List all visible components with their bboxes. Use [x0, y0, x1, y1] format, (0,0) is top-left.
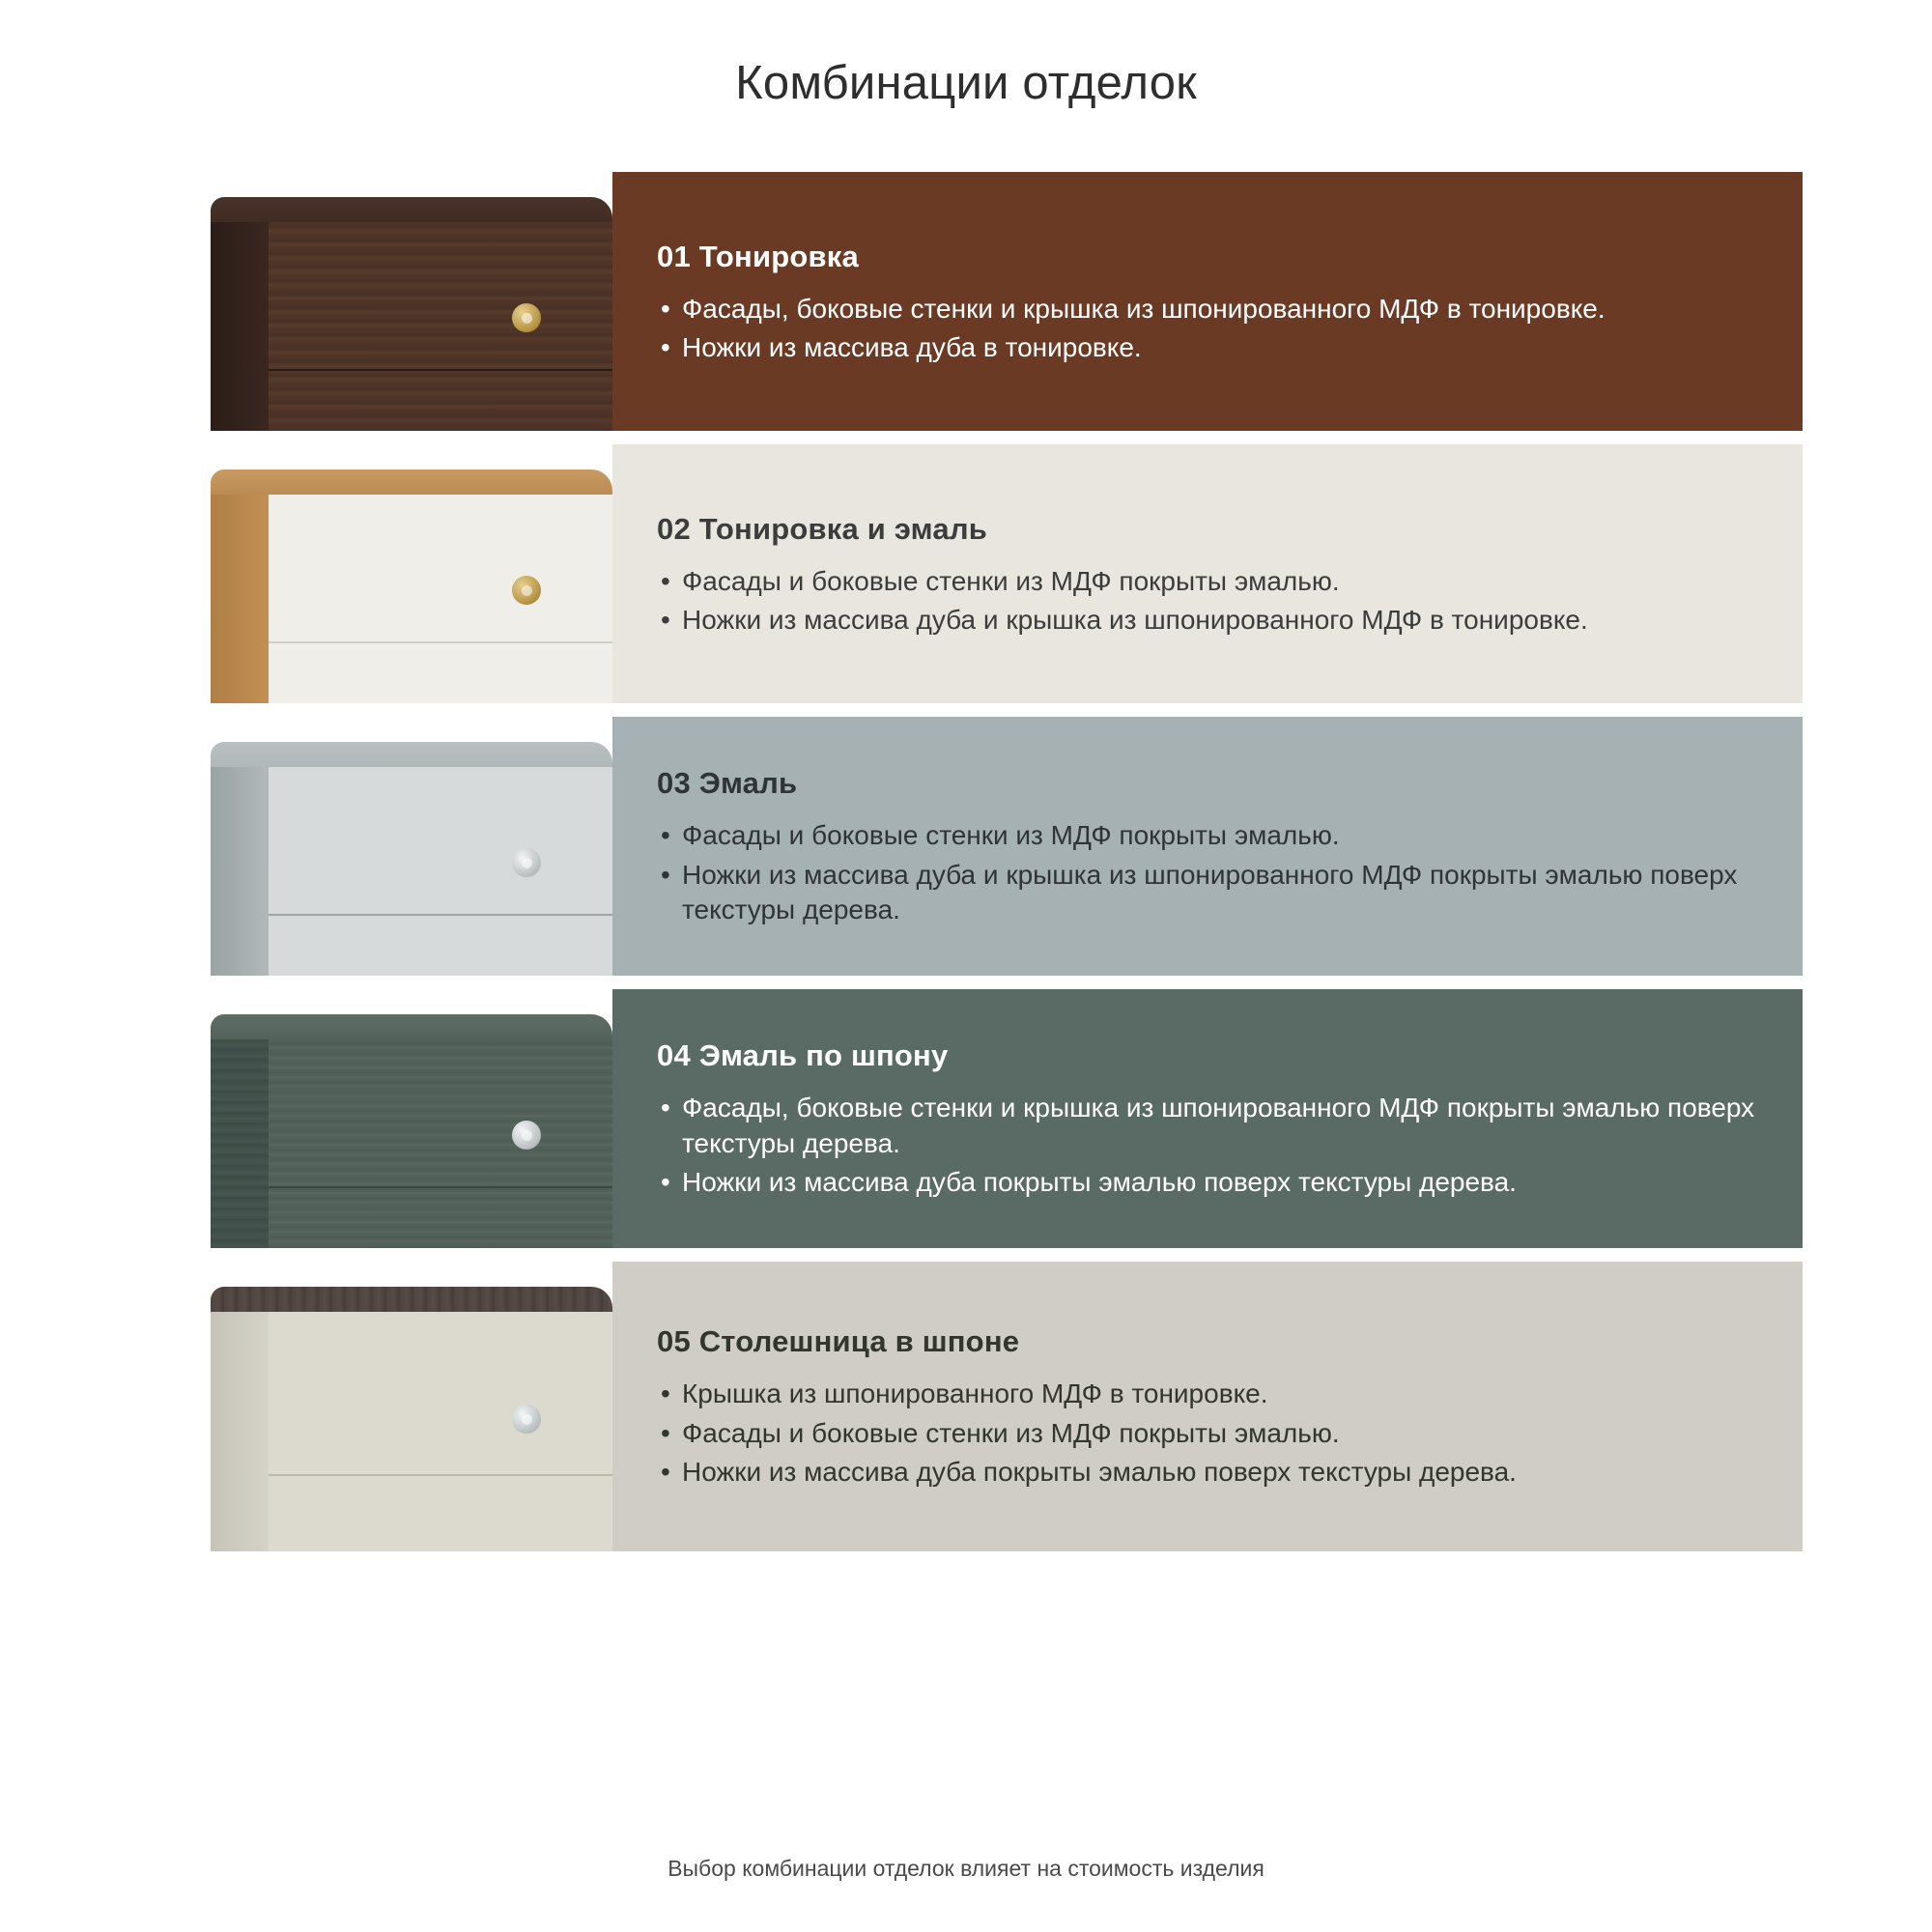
list-item: • Крышка из шпонированного МДФ в тонировке. [657, 1377, 1758, 1411]
finish-title-02: 02 Тонировка и эмаль [657, 511, 987, 546]
list-item: • Фасады, боковые стенки и крышка из шпонированного МДФ в тонировке. [657, 292, 1758, 327]
list-item[interactable] [184, 717, 1803, 976]
finish-thumbnail-04 [184, 989, 612, 1248]
finish-options-list [184, 172, 1803, 1565]
finish-title-01: 01 Тонировка [657, 239, 859, 273]
finish-thumbnail-02 [184, 444, 612, 703]
list-item[interactable] [184, 1262, 1803, 1551]
dresser-illustration-icon [184, 1262, 612, 1551]
finish-title-03: 03 Эмаль [657, 766, 798, 801]
list-item: • Фасады и боковые стенки из МДФ покрыты эмалью. [657, 818, 1758, 853]
list-item[interactable] [184, 172, 1803, 431]
dresser-illustration-icon [184, 717, 612, 976]
finish-panel-01 [612, 172, 1803, 431]
list-item: • Фасады и боковые стенки из МДФ покрыты эмалью. [657, 564, 1758, 599]
finish-title-04: 04 Эмаль по шпону [657, 1038, 949, 1073]
list-item: • Фасады и боковые стенки из МДФ покрыты эмалью. [657, 1416, 1758, 1451]
finish-panel-02 [612, 444, 1803, 703]
finish-bullets-05 [657, 1377, 1758, 1490]
list-item: • Ножки из массива дуба и крышка из шпонированного МДФ в тонировке. [657, 603, 1758, 638]
footnote-text: Выбор комбинации отделок влияет на стоимость изделия [668, 1856, 1264, 1881]
list-item[interactable] [184, 444, 1803, 703]
list-item: • Ножки из массива дуба покрыты эмалью поверх текстуры дерева. [657, 1455, 1758, 1490]
finish-thumbnail-01 [184, 172, 612, 431]
finish-bullets-03 [657, 818, 1758, 927]
finish-bullets-01 [657, 292, 1758, 366]
list-item: • Фасады, боковые стенки и крышка из шпонированного МДФ покрыты эмалью поверх текстуры дерева. [657, 1091, 1758, 1161]
list-item: • Ножки из массива дуба в тонировке. [657, 330, 1758, 365]
dresser-illustration-icon [184, 172, 612, 431]
finish-thumbnail-05 [184, 1262, 612, 1551]
dresser-illustration-icon [184, 444, 612, 703]
list-item[interactable] [184, 989, 1803, 1248]
finish-panel-03 [612, 717, 1803, 976]
dresser-illustration-icon [184, 989, 612, 1248]
finish-title-05: 05 Столешница в шпоне [657, 1324, 1020, 1359]
page-title: Комбинации отделок [735, 57, 1197, 109]
list-item: • Ножки из массива дуба и крышка из шпонированного МДФ покрыты эмалью поверх текстуры дерева. [657, 858, 1758, 928]
finish-panel-04 [612, 989, 1803, 1248]
list-item: • Ножки из массива дуба покрыты эмалью поверх текстуры дерева. [657, 1165, 1758, 1200]
finish-bullets-02 [657, 564, 1758, 639]
finish-panel-05 [612, 1262, 1803, 1551]
finish-bullets-04 [657, 1091, 1758, 1200]
finish-thumbnail-03 [184, 717, 612, 976]
